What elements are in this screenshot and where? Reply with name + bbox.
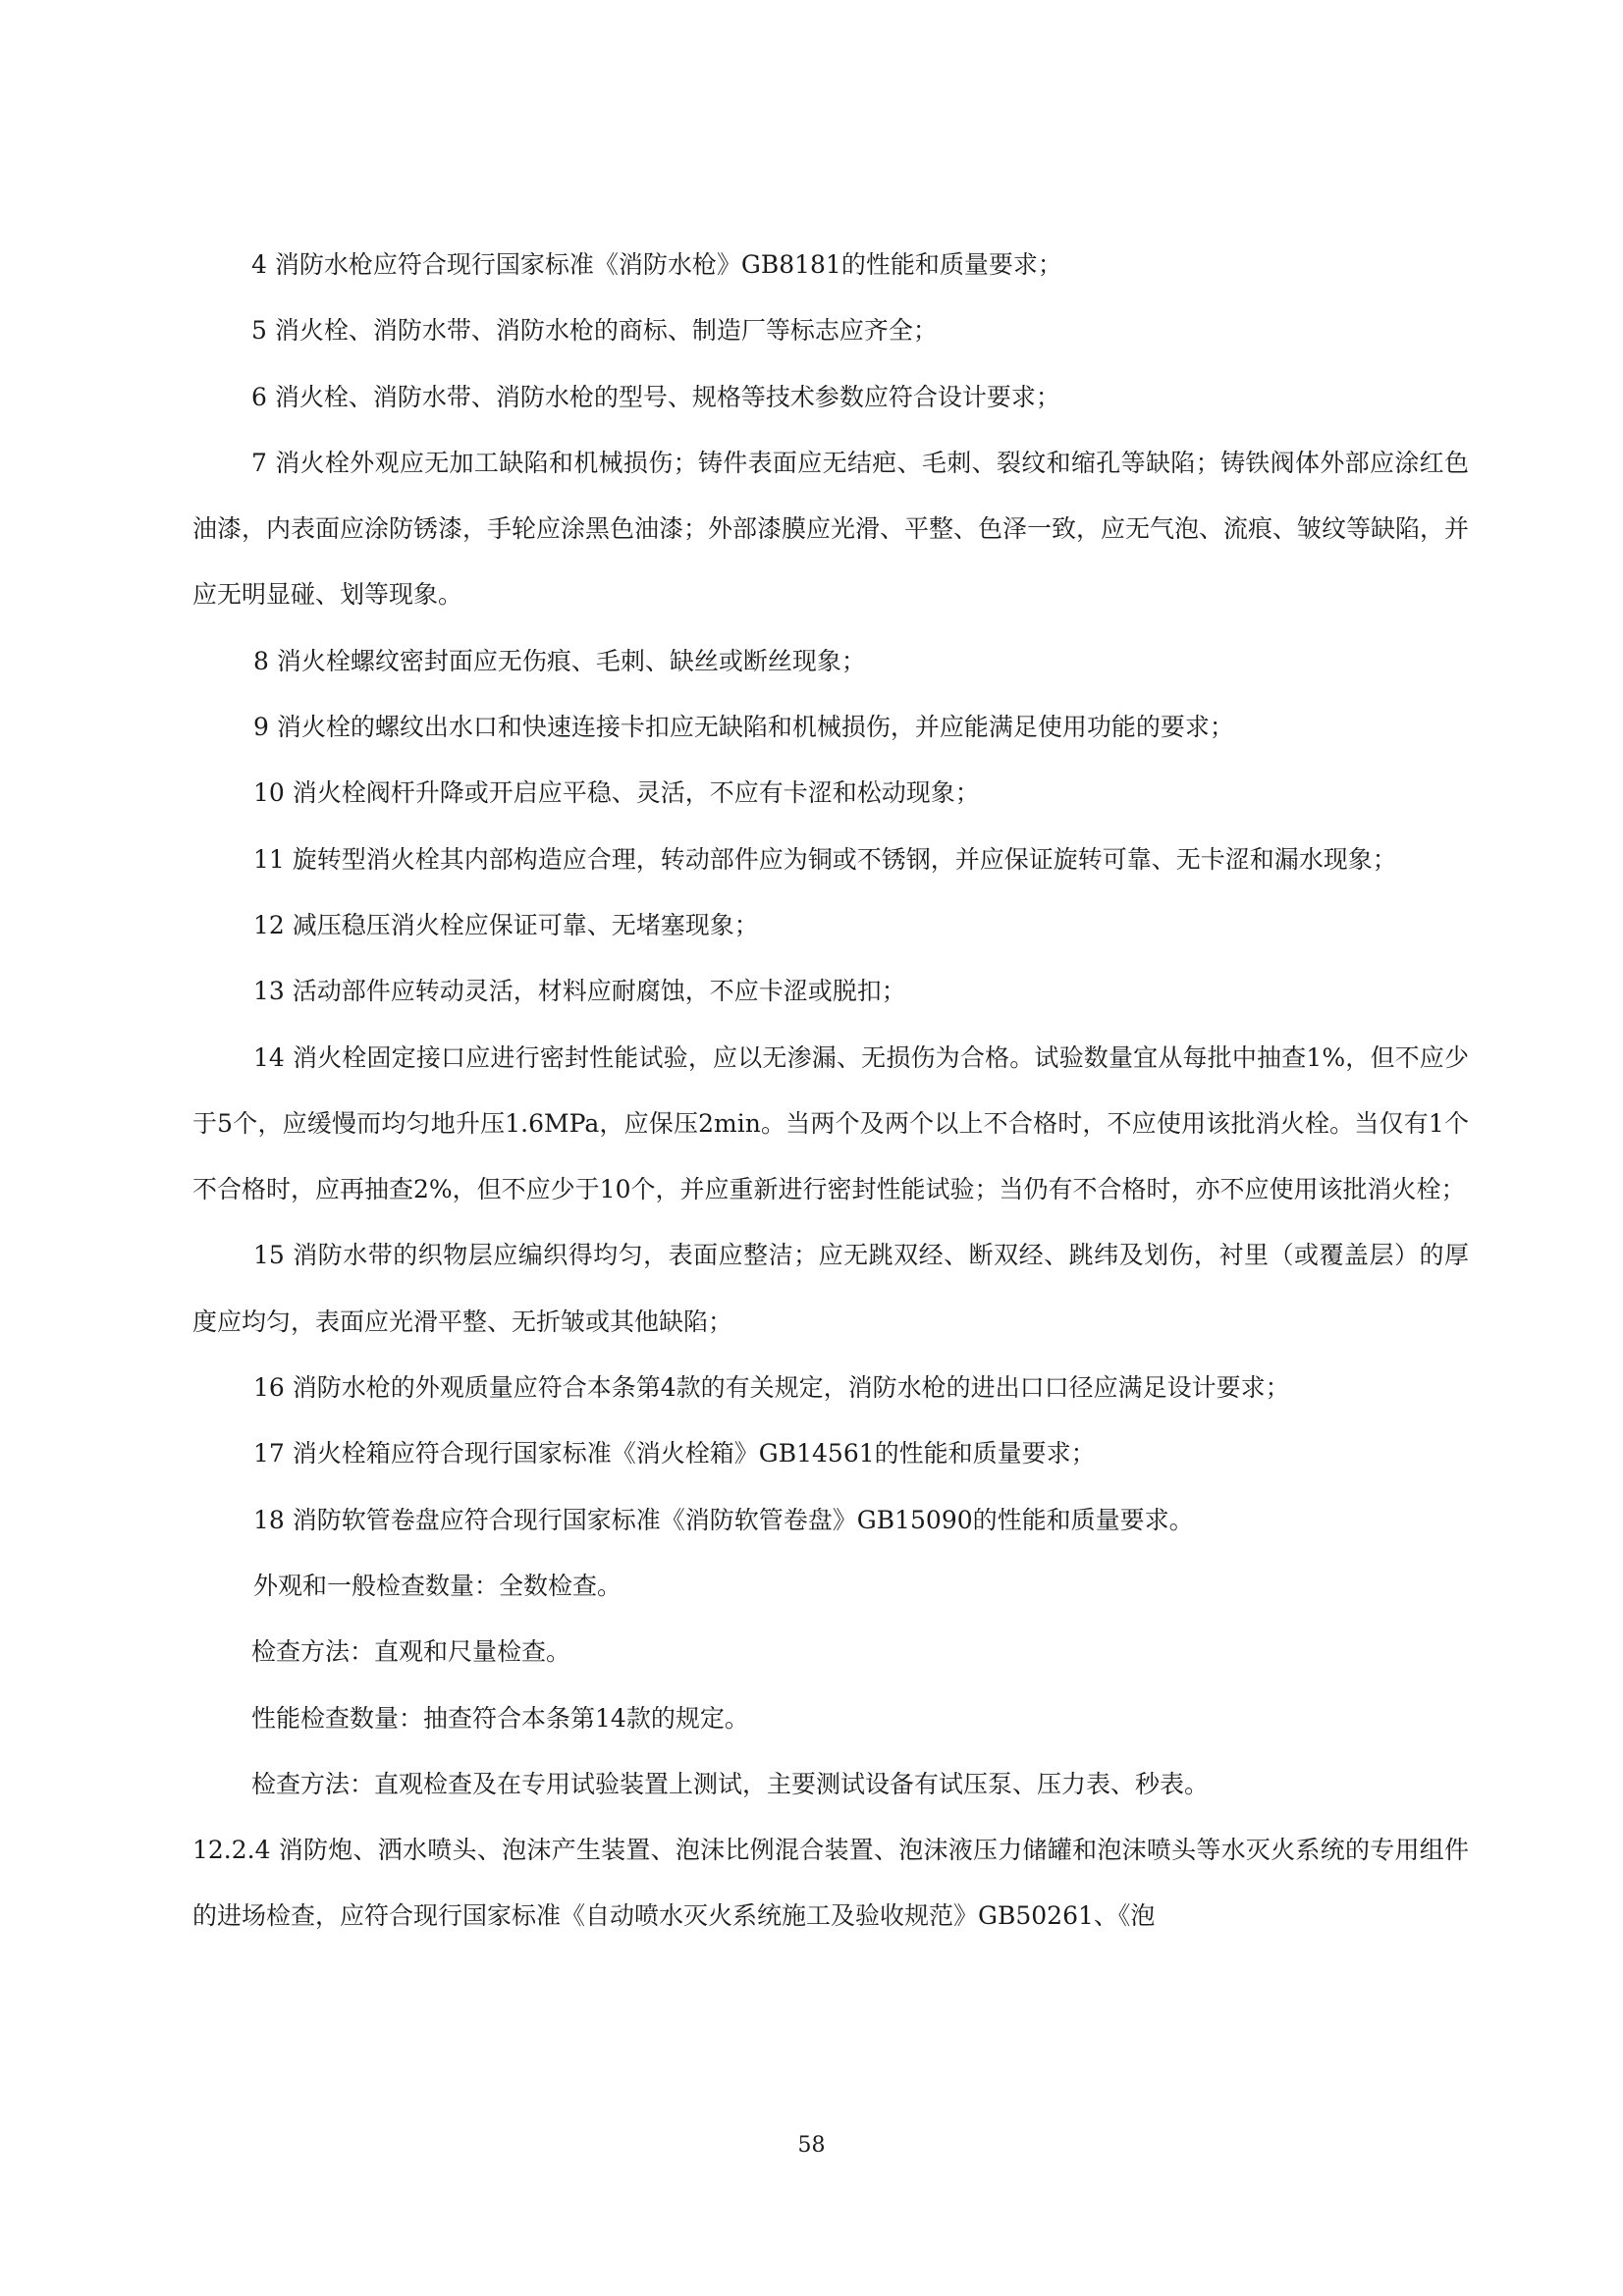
page-number: 58 (797, 2133, 826, 2158)
inspection-method: 检查方法：直观和尺量检查。 (251, 1637, 571, 1667)
item-5: 5 消火栓、消防水带、消防水枪的商标、制造厂等标志应齐全； (251, 316, 938, 346)
item-16: 16 消防水枪的外观质量应符合本条第4款的有关规定，消防水枪的进出口口径应满足设计要求； (253, 1373, 1290, 1403)
item-12: 12 减压稳压消火栓应保证可靠、无堵塞现象； (253, 910, 759, 939)
clause-12-2-4: 12.2.4 消防炮、洒水喷头、泡沫产生装置、泡沫比例混合装置、泡沫液压力储罐和泡沫喷头等水灭火系统的专用组件的进场检查，应符合现行国家标准《自动喷水灭火系统施工及验收规范》GB50261、《泡 (192, 1836, 1469, 1931)
item-15: 15 消防水带的织物层应编织得均匀，表面应整洁；应无跳双经、断双经、跳纬及划伤，衬里（或覆盖层）的厚度应均匀，表面应光滑平整、无折皱或其他缺陷； (192, 1241, 1469, 1336)
item-14: 14 消火栓固定接口应进行密封性能试验，应以无渗漏、无损伤为合格。试验数量宜从每批中抽查1%，但不应少于5个，应缓慢而均匀地升压1.6MPa，应保压2min。当两个及两个以上不合格时，不应使用该批消火栓。当仅有1个不合格时，应再抽查2%，但不应少于10个，并应重新进行密封性能试验；当仍有不合格时，亦不应使用该批消火栓； (192, 1042, 1469, 1204)
item-10: 10 消火栓阀杆升降或开启应平稳、灵活，不应有卡涩和松动现象； (253, 778, 980, 808)
item-17: 17 消火栓箱应符合现行国家标准《消火栓箱》GB14561的性能和质量要求； (253, 1439, 1096, 1468)
item-18: 18 消防软管卷盘应符合现行国家标准《消防软管卷盘》GB15090的性能和质量要求。 (253, 1505, 1194, 1534)
item-9: 9 消火栓的螺纹出水口和快速连接卡扣应无缺陷和机械损伤，并应能满足使用功能的要求； (253, 713, 1234, 742)
performance-inspection-method: 检查方法：直观检查及在专用试验装置上测试，主要测试设备有试压泵、压力表、秒表。 (251, 1769, 1210, 1798)
inspection-quantity: 外观和一般检查数量：全数检查。 (253, 1571, 622, 1600)
item-11: 11 旋转型消火栓其内部构造应合理，转动部件应为铜或不锈钢，并应保证旋转可靠、无卡涩和漏水现象； (253, 844, 1397, 874)
item-6: 6 消火栓、消防水带、消防水枪的型号、规格等技术参数应符合设计要求； (251, 382, 1060, 411)
item-4: 4 消防水枪应符合现行国家标准《消防水枪》GB8181的性能和质量要求； (251, 250, 1062, 279)
performance-inspection-quantity: 性能检查数量：抽查符合本条第14款的规定。 (251, 1703, 749, 1733)
item-13: 13 活动部件应转动灵活，材料应耐腐蚀，不应卡涩或脱扣； (253, 977, 906, 1006)
item-8: 8 消火栓螺纹密封面应无伤痕、毛刺、缺丝或断丝现象； (253, 646, 866, 675)
item-7: 7 消火栓外观应无加工缺陷和机械损伤；铸件表面应无结疤、毛刺、裂纹和缩孔等缺陷；铸铁阀体外部应涂红色油漆，内表面应涂防锈漆，手轮应涂黑色油漆；外部漆膜应光滑、平整、色泽一致，应无气泡、流痕、皱纹等缺陷，并应无明显碰、划等现象。 (192, 448, 1470, 610)
body-text (192, 232, 1469, 1949)
